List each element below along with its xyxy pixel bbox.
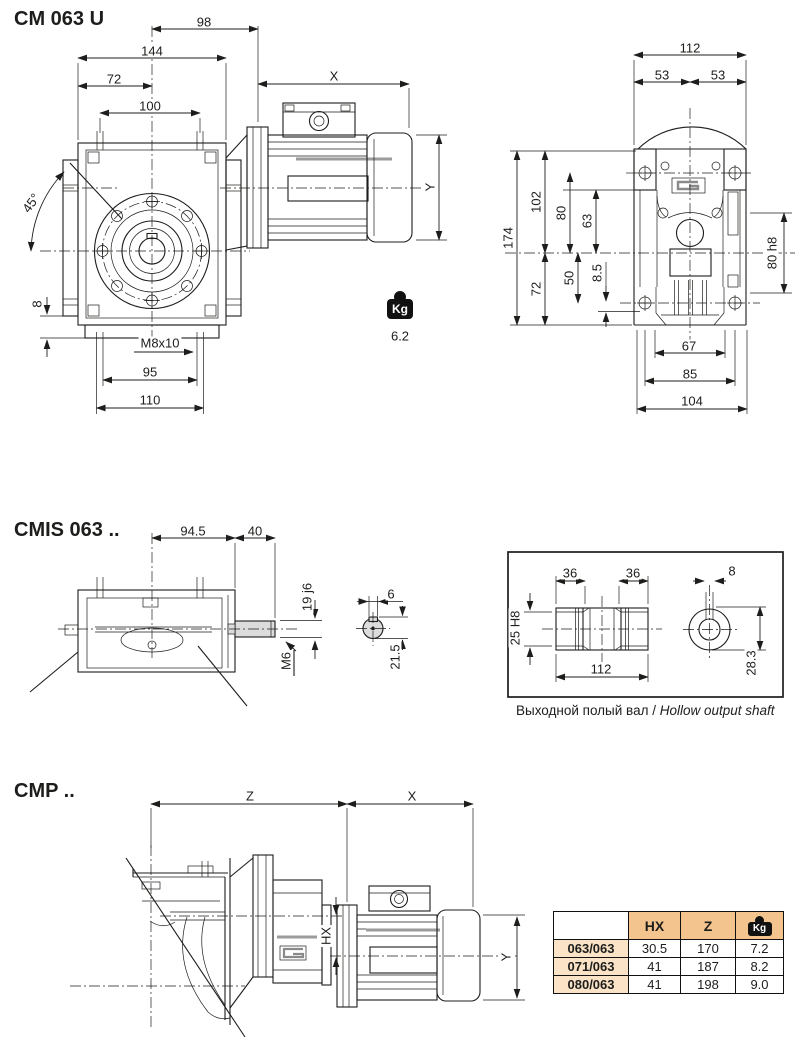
dim-m8x10: M8x10 (140, 335, 180, 351)
dim-8-5: 8.5 (589, 263, 605, 283)
cell-hx: 41 (629, 958, 681, 976)
dim-25h8: 25 H8 (507, 610, 523, 646)
cell-z: 187 (681, 958, 736, 976)
weight-value: 6.2 (390, 328, 410, 344)
table-header-blank (554, 912, 629, 940)
dim-6: 6 (387, 586, 395, 602)
caption-russian: Выходной полый вал (516, 703, 649, 718)
row-label-071-063: 071/063 (554, 958, 629, 976)
dim-95: 95 (142, 364, 158, 380)
dim-21-5: 21.5 (387, 644, 403, 670)
dim-174: 174 (500, 227, 516, 249)
dim-67: 67 (681, 338, 697, 354)
dim-72-side: 72 (528, 281, 544, 297)
dim-50: 50 (561, 270, 577, 286)
dim-100: 100 (139, 98, 161, 114)
dim-144: 144 (141, 43, 163, 59)
dim-x: X (329, 68, 339, 84)
table-header-row (554, 912, 784, 940)
cell-kg: 7.2 (736, 940, 784, 958)
dim-8: 8 (29, 300, 45, 308)
dim-y: Y (422, 182, 438, 192)
dim-19j6: 19 j6 (299, 582, 315, 612)
table-weight-unit-label: Kg (748, 922, 772, 936)
cell-z: 170 (681, 940, 736, 958)
dim-z-cmp: Z (246, 788, 254, 804)
dim-98: 98 (196, 14, 212, 30)
cm063u-front-view-drawing (31, 26, 447, 414)
dim-112-hollow: 112 (590, 661, 612, 677)
dim-hx-cmp: HX (318, 926, 334, 946)
dim-104: 104 (681, 393, 703, 409)
table-weight-kg-icon (748, 916, 772, 936)
dim-53-right: 53 (710, 67, 726, 83)
dim-36-left: 36 (562, 565, 578, 581)
dim-94-5: 94.5 (180, 523, 206, 539)
dim-72: 72 (106, 71, 122, 87)
hollow-shaft-detail-drawing (508, 552, 783, 697)
dim-85: 85 (682, 366, 698, 382)
dim-63: 63 (579, 213, 595, 229)
dim-36-right: 36 (625, 565, 641, 581)
table-row (554, 958, 784, 976)
section-title-cmp: CMP .. (14, 780, 75, 802)
dim-40: 40 (247, 523, 263, 539)
dim-m6: M6 (278, 651, 294, 671)
cmis063-side-view-drawing (30, 533, 408, 706)
table-header-kg (736, 912, 784, 940)
dim-8-keyway: 8 (728, 563, 736, 579)
cell-hx: 41 (629, 976, 681, 994)
dim-x-cmp: X (407, 788, 417, 804)
section-title-cmis063: CMIS 063 .. (14, 519, 120, 541)
cell-kg: 8.2 (736, 958, 784, 976)
cell-hx: 30.5 (629, 940, 681, 958)
cell-z: 198 (681, 976, 736, 994)
table-row (554, 940, 784, 958)
dim-102: 102 (528, 191, 544, 213)
dim-112: 112 (679, 40, 701, 56)
dim-53-left: 53 (654, 67, 670, 83)
dim-110: 110 (139, 392, 161, 408)
cell-kg: 9.0 (736, 976, 784, 994)
row-label-080-063: 080/063 (554, 976, 629, 994)
dim-80h8: 80 h8 (764, 236, 780, 270)
dim-45deg: 45° (19, 190, 43, 216)
caption-separator: / (648, 703, 660, 718)
cm063u-side-view-drawing (505, 55, 795, 414)
caption-english: Hollow output shaft (659, 703, 775, 718)
section-title-cm063u: CM 063 U (14, 8, 105, 30)
dim-y-cmp: Y (498, 952, 514, 962)
cmp-side-view-drawing (70, 804, 525, 1037)
table-row (554, 976, 784, 994)
table-header-z: Z (681, 912, 736, 940)
row-label-063-063: 063/063 (554, 940, 629, 958)
table-header-hx: HX (629, 912, 681, 940)
dim-80: 80 (553, 205, 569, 221)
weight-unit-label: Kg (387, 299, 413, 319)
hollow-shaft-caption (516, 703, 775, 718)
weight-kg-icon (387, 291, 413, 319)
dim-28-3: 28.3 (743, 650, 759, 676)
cmp-dimensions-table (553, 911, 784, 994)
